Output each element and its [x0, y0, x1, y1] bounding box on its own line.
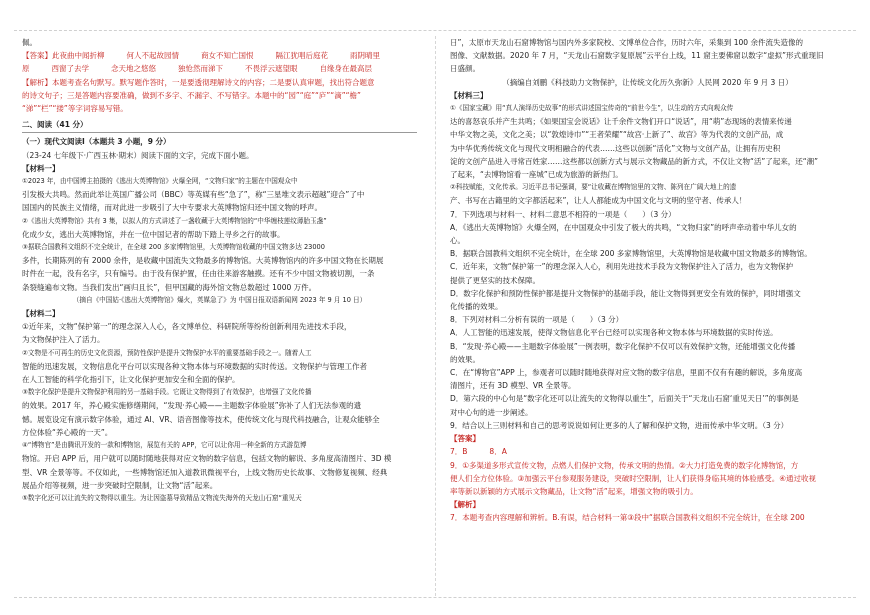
material-text: 了起来，“去博物馆看一座城”已成为旅游的新热门。 [450, 170, 623, 180]
material-text: 图像、文献数据。2020 年 7 月，“天龙山石窟数字复原展”云平台上线，11 窟主要佛窟以数字“虚拟”形式重现旧 [450, 51, 824, 61]
answer-value: 8．A [489, 447, 507, 457]
citation: （摘编自刘鹏《科技助力文物保护，让传统文化历久弥新》人民网 2020 年 9 月 3 日） [502, 77, 793, 87]
material-text: 化成少女，逃出大英博物馆，并在一位中国记者的帮助下踏上寻乡之行的故事。 [22, 229, 285, 239]
material-text: 展品介绍等视频，进一步突破时空限制，让文物“活”起来。 [22, 480, 218, 490]
question-8: 8．下列对材料二分析有误的一项是（ ）（3 分） [450, 315, 624, 325]
answer-item: 原 [22, 64, 30, 74]
option-a: A．《逃出大英博物馆》火爆全网，在中国观众中引发了极大的共鸣，“文物归家”的呼声牵动着中华儿女的 [450, 222, 797, 232]
column-divider [435, 36, 436, 596]
material-text: ②《逃出大英博物馆》共有 3 集，以拟人的方式讲述了一盏收藏于大英博物馆的“中华缠枝莲纹薄胎玉盏” [22, 216, 327, 225]
material-heading: 【材料二】 [22, 309, 60, 319]
analysis-line: 的诗文句子；三是答题内容要准确，做到不多字、不漏字、不写错字。本题中的“园”“庭”“庐”“滴”“檐” [22, 90, 361, 100]
material-text: ①2023 年，由中国博主拍摄的《逃出大英博物馆》火爆全网，“文物归家”的主题在中国观众中 [22, 177, 298, 186]
answer-item: 独怆然而涕下 [178, 64, 223, 74]
material-text: ③数字化保护是提升文物保护利用的另一基础手段。它既让文物得到了有效保护，也增强了文化传播 [22, 388, 312, 397]
material-text: 日”，太原市天龙山石窟博物馆与国内外多家院校、文博单位合作，历时六年，采集到 100 余件流失造像的 [450, 38, 803, 47]
material-text: 产、书写在古籍里的文字都活起来”，让人人都能成为中国文化与文明的坚守者、传承人！ [450, 196, 747, 206]
analysis-line: “涕”“栏”“搂”等字词容易写错。 [22, 104, 128, 114]
material-text: ③据联合国教科文组织不完全统计，在全球 200 多家博物馆里，大英博物馆收藏的中国文物多达 23000 [22, 243, 325, 252]
material-text: ②科技赋能，文化传承。习近平总书记强调，要“让收藏在博物馆里的文物、陈列在广阔大地上的遗 [450, 183, 737, 192]
material-text: 智能的迅速发展，文物信息化平台可以实现各种文物本体与环境数据的实时传送。文物保护与管理工作者 [22, 361, 367, 371]
section-heading: 二、阅读（41 分） [22, 118, 417, 133]
material-heading: 【材料一】 [22, 163, 60, 173]
page-bottom-edge [14, 597, 856, 598]
answer-value: 7．B [450, 447, 468, 457]
answer-values [450, 445, 845, 458]
page-top-edge [14, 30, 856, 31]
answer-row-2 [22, 62, 417, 75]
citation: （摘自《中国姑·《逃出大英博物馆》爆火，英媒急了》为 中国日报双语新闻网 2023 年 9 月 10 日） [72, 295, 367, 304]
right-column [450, 36, 845, 525]
answer-item: 不畏浮云遮望眼 [245, 64, 298, 74]
analysis-line: 7．本题考查内容理解和辨析。B.有误，结合材料一第③段中“据联合国教科文组织不完全统计，在全球 200 [450, 513, 805, 523]
answer-9-line: 率等新以新颖的方式展示文物藏品，让文物“活”起来，增强文物的吸引力。 [450, 486, 698, 496]
material-text: 憾。展览设定有演示数字体验，通过 AI、VR、语音图像等技术，使传统文化与现代科技融合，让观众能够全 [22, 414, 380, 424]
option-d-cont: 化传播的效果。 [450, 302, 503, 312]
option-d-cont: 对中心句的进一步阐述。 [450, 407, 533, 417]
answer-row-1 [22, 49, 417, 62]
material-text: 为文物保护注入了活力。 [22, 335, 105, 345]
option-b: B．据联合国教科文组织不完全统计，在全球 200 多家博物馆里，大英博物馆是收藏中国文物最多的博物馆。 [450, 249, 812, 259]
material-text: 方位体验“养心殿的一天”。 [22, 427, 113, 437]
option-d: D．第六段的中心句是“数字化还可以让流失的文物得以重生”，后面关于“天龙山石窟‘重见天日’”的事例是 [450, 394, 799, 404]
material-text: ①《国家宝藏》用“真人演绎历史故事”的形式讲述国宝传奇的“前世今生”，以生动的方式向观众传 [450, 104, 734, 113]
question-9: 9．结合以上三则材料和自己的思考说说如何让更多的人了解和保护文物，进而传承中华文明。（3 分） [450, 420, 789, 430]
answer-9-line: 便人们全方位体验。③加强云平台参观服务建设，突破时空限制，让人们获得身临其境的体验感受。④通过收视 [450, 473, 816, 483]
carry-over-text: 佩。 [22, 38, 37, 47]
material-text: 的效果。2017 年，养心殿实施修缮期间，“发现·养心殿——主题数字体验展”弥补了人们无法参观的遗 [22, 401, 362, 411]
option-c: C．近年来，文物“保护第一”的理念深入人心，利用先进技术手段为文物保护注入了活力，也为文物保护 [450, 262, 794, 272]
option-a-cont: 心。 [450, 236, 465, 246]
material-text: ④“博物官”是由腾讯开发的一款和博物馆，展览有关的 APP，它可以让你用一种全新的方式游览博 [22, 441, 307, 450]
source-line: （23-24 七年级下·广西玉林·期末）阅读下面的文字，完成下面小题。 [22, 150, 254, 160]
option-d: D．数字化保护和预防性保护都是提升文物保护的基础手段，能让文物得到更安全有效的保护，同时增强文 [450, 288, 801, 298]
material-text: 在人工智能的科学化指引下，让文化保护更加安全和全面的保护。 [22, 375, 240, 385]
material-text: ②文物是不可再生的历史文化资源，预防性保护是提升文物保护水平的重要基础手段之一。随着人工 [22, 348, 312, 357]
answer-item: 念天地之悠悠 [111, 64, 156, 74]
answer-item: 雨阴晴里 [350, 51, 380, 61]
material-text: 为中华优秀传统文化与现代文明相融合的代表……这些以创新“活化”文物与文创产品，让拥有历史积 [450, 143, 781, 153]
material-text: 引发极大共鸣。然而此举让英国广播公司（BBC）等英媒有些“急了”，称“三星堆文表示超越”迎合”了中 [22, 190, 365, 200]
material-text: 达的喜怒哀乐并产生共鸣；《如果国宝会说话》让千余件文物们开口“说话”，用“萌”态现场的表情来传递 [450, 117, 792, 127]
answer-item: 自缘身在最高层 [319, 64, 372, 74]
option-b-cont: 的效果。 [450, 354, 480, 364]
question-7: 7．下列选项与材料一、材料二意思不相符的一项是（ ）（3 分） [450, 209, 676, 219]
material-text: 日盛颜。 [450, 64, 480, 74]
answer-item: 隔江犹唱后庭花 [275, 51, 328, 61]
material-text: ⑤数字化还可以让流失的文物得以重生。为让因盗墓导致精品文物流失海外的天龙山石窟“重见天 [22, 493, 302, 502]
material-text: 条裂缝遍布文物。当我们发出“画归且长”，但甲国藏的海外馆文物总数超过 1000 万件。 [22, 282, 317, 292]
analysis-label: 【解析】 [450, 500, 480, 510]
material-heading: 【材料三】 [450, 90, 488, 100]
answer-item: 【答案】此夜曲中闻折柳 [22, 51, 105, 61]
option-c-cont: 提供了更坚实的技术保障。 [450, 275, 540, 285]
answer-label: 【答案】 [450, 434, 480, 444]
material-text: 中华文物之美，文化之美；以“敦煌诗巾”“王者荣耀”“故宫·上新了”、故宫》等为代表的文创产品，成 [450, 130, 784, 140]
answer-item: 西窗了去学 [51, 64, 89, 74]
option-c-cont: 清图片，还有 3D 模型、VR 全景等。 [450, 381, 576, 391]
material-text: 时件在一起，没有名字，只有编号。由于没有保护置，任由往来游客触摸。还有不少中国文物被切割，一条 [22, 269, 375, 279]
answer-item: 何人不起故园情 [126, 51, 179, 61]
material-text: 国国内的民族主义情绪，而对此进一步吸引了大中专要求大英博物馆归还中国文物的呼声。 [22, 203, 322, 213]
material-text: 型、VR 全景等等。不仅如此，一些博物馆还加入道教讯微视平台，上线文物历史长故事、文物修复视频、经典 [22, 467, 388, 477]
subsection-heading: （一）现代文阅读Ⅰ（本题共 3 小题，9 分） [22, 137, 171, 147]
answer-9-line: 9．①多渠道多形式宣传文物，点燃人们保护文物，传承文明的热情。②大力打造免费的数字化博物馆，方 [450, 460, 799, 470]
option-c: C．在“博物官”APP 上，参观者可以随时随地获得对应文物的数字信息，里面不仅有有趣的解说，多角度高 [450, 368, 803, 378]
material-text: 物馆。开启 APP 后，用户就可以随时随地获得对应文物的数字信息，包括文物的解说、多角度高清图片、3D 模 [22, 454, 392, 464]
option-b: B．“发现·养心殿——主题数字体验展”一例表明，数字化保护不仅可以有效保护文物，还能增强文化传播 [450, 341, 796, 351]
material-text: ①近年来，文物“保护第一”的理念深入人心，各文博单位、科研院所等纷纷创新利用先进技术手段， [22, 322, 352, 332]
left-column [22, 36, 417, 505]
analysis-line: 【解析】本题考查名句默写。默写题作答时，一是要透彻理解诗文的内容；二是要认真审题，找出符合题意 [22, 77, 375, 87]
material-text: 多件，长期陈列的有 2000 余件，是收藏中国流失文物最多的博物馆。大英博物馆内的许多中国文物在长期展 [22, 256, 384, 266]
answer-item: 商女不知亡国恨 [201, 51, 254, 61]
option-a: A．人工智能的迅速发展，使得文物信息化平台已经可以实现各种文物本体与环境数据的实时传送。 [450, 328, 778, 338]
material-text: 淀的文创产品进入寻常百姓家……这些都以创新方式与展示文物藏品的新方式，不仅让文物“活”了起来，还“潮” [450, 156, 819, 166]
